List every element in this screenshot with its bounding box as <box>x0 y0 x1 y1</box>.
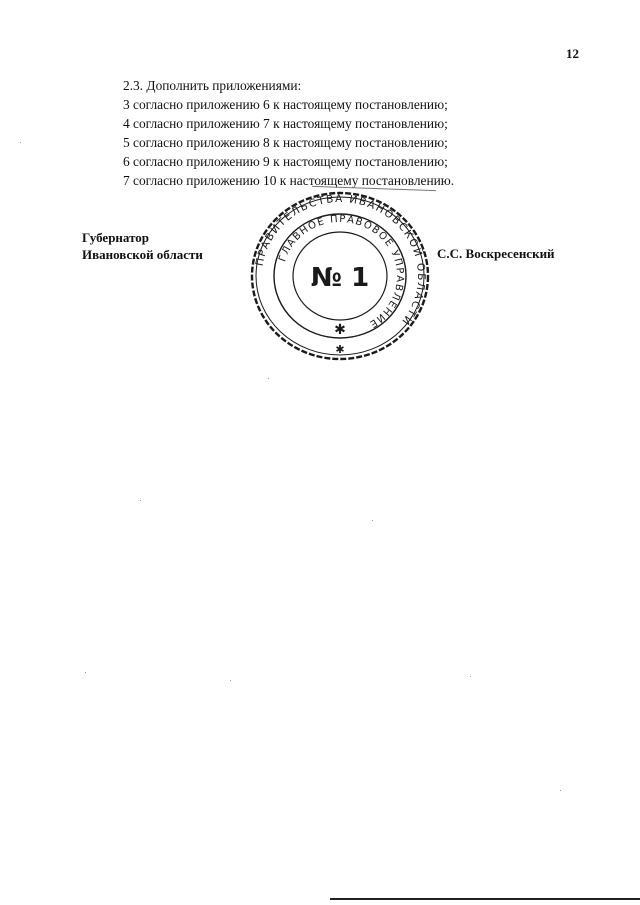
scan-speck <box>85 672 86 673</box>
scan-speck <box>20 142 21 143</box>
scan-speck <box>268 378 269 379</box>
body-text <box>123 76 543 190</box>
seal-inner-text: ГЛАВНОЕ ПРАВОВОЕ УПРАВЛЕНИЕ <box>277 213 406 330</box>
official-seal <box>250 191 430 361</box>
seal-center-number: № 1 <box>310 263 370 293</box>
scan-speck <box>372 520 373 521</box>
page-number: 12 <box>566 46 579 61</box>
position-line: Ивановской области <box>82 247 203 262</box>
signatory-position <box>82 229 203 263</box>
list-item: 6 согласно приложению 9 к настоящему постановлению; <box>123 154 448 169</box>
list-item: 7 согласно приложению 10 к настоящему постановлению. <box>123 173 455 188</box>
seal-graphic <box>250 191 430 361</box>
svg-text:✱: ✱ <box>334 322 346 338</box>
list-item: 5 согласно приложению 8 к настоящему постановлению; <box>123 135 448 150</box>
footer-rule <box>330 898 640 900</box>
paragraph-heading: 2.3. Дополнить приложениями: <box>123 78 302 93</box>
scan-speck <box>230 680 231 681</box>
list-item: 4 согласно приложению 7 к настоящему постановлению; <box>123 116 448 131</box>
position-line: Губернатор <box>82 230 150 245</box>
scan-speck <box>560 790 561 791</box>
seal-outer-text: ПРАВИТЕЛЬСТВА ИВАНОВСКОЙ ОБЛАСТИ <box>253 192 428 329</box>
scan-speck <box>470 676 471 677</box>
scan-speck <box>140 500 141 501</box>
svg-text:✱: ✱ <box>335 343 345 356</box>
signatory-name: С.С. Воскресенский <box>437 246 555 261</box>
list-item: 3 согласно приложению 6 к настоящему постановлению; <box>123 97 448 112</box>
